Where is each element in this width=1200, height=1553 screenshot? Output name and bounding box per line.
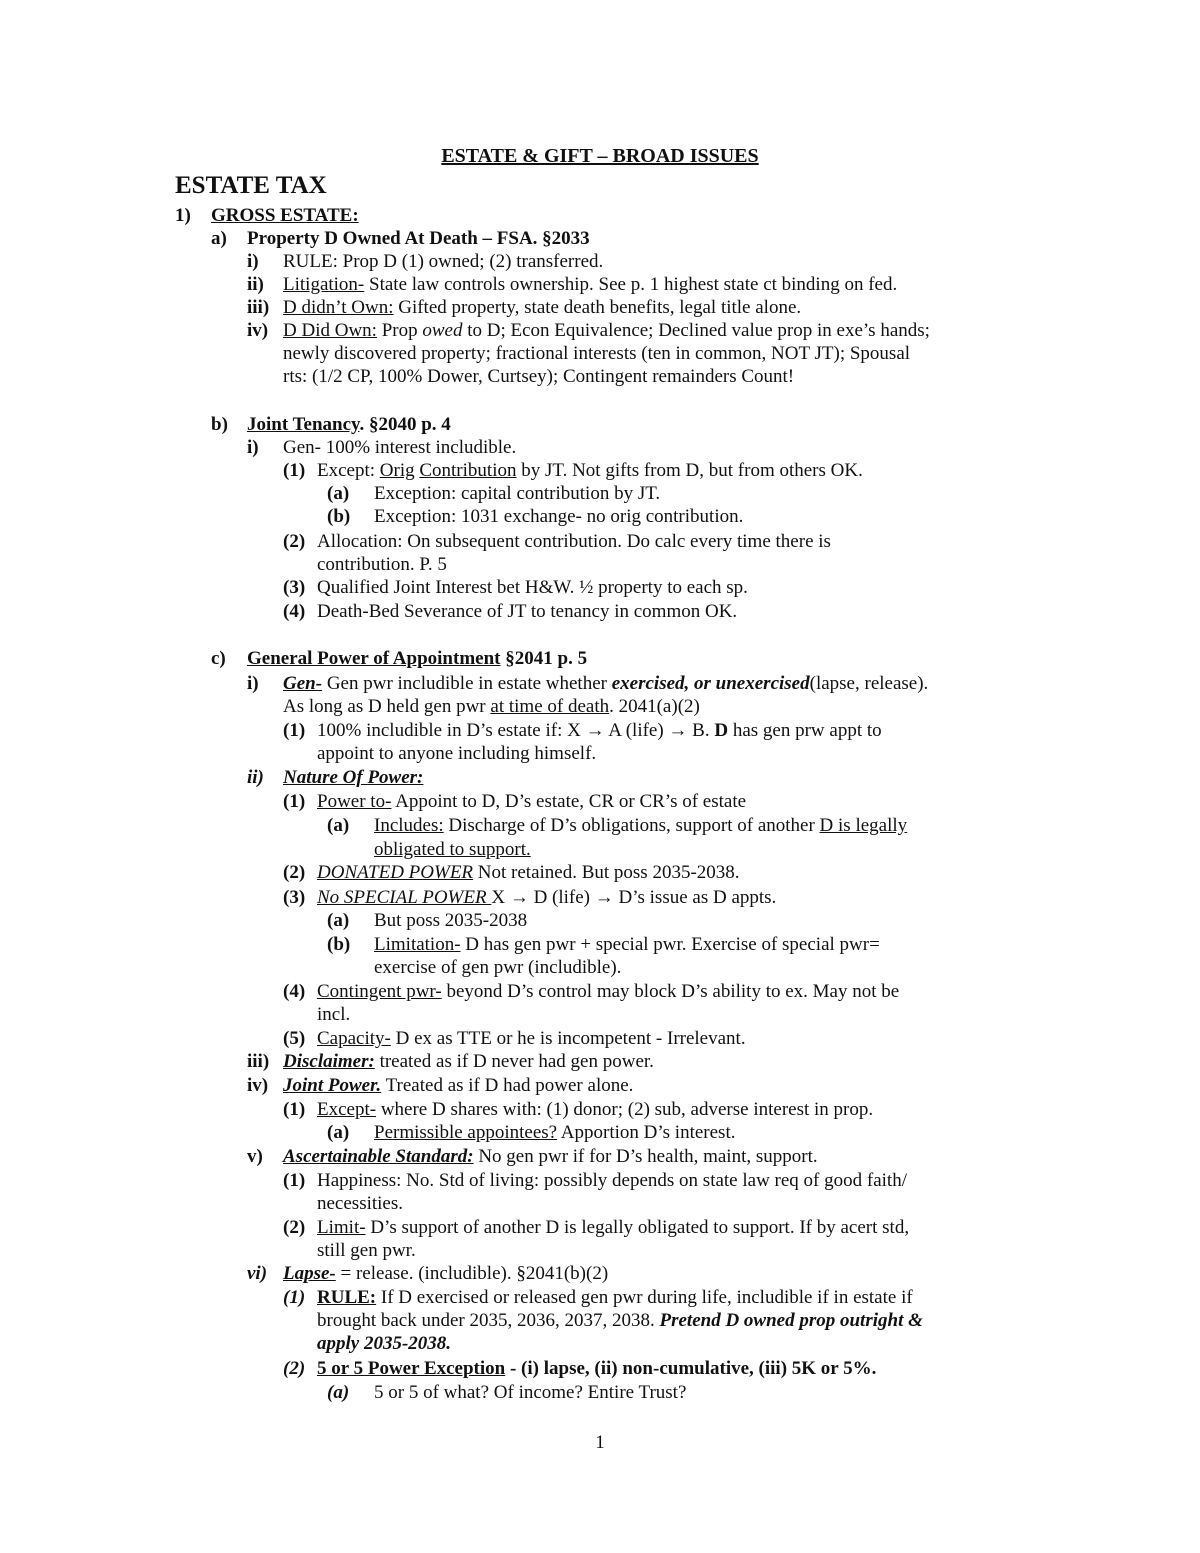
- list-label: (1): [283, 1287, 306, 1308]
- list-item: Exception: 1031 exchange- no orig contribution.: [374, 506, 744, 527]
- list-item-continued: apply 2035-2038.: [317, 1333, 452, 1354]
- list-label: (1): [283, 720, 306, 741]
- list-item: DONATED POWER Not retained. But poss 2035-2038.: [317, 862, 740, 883]
- list-item: Happiness: No. Std of living: possibly depends on state law req of good faith/: [317, 1170, 907, 1191]
- list-label: ii): [247, 767, 264, 788]
- list-label: (1): [283, 1099, 306, 1120]
- list-label: (4): [283, 601, 306, 622]
- list-item: Includes: Discharge of D’s obligations, support of another D is legally: [374, 815, 908, 836]
- list-item: Gen- Gen pwr includible in estate whether exercised, or unexercised(lapse, release).: [283, 673, 929, 694]
- list-label: (a): [327, 910, 350, 931]
- list-item-continued: incl.: [317, 1004, 351, 1025]
- list-item: But poss 2035-2038: [374, 910, 528, 931]
- list-label: (2): [283, 1358, 306, 1379]
- list-label: b): [211, 414, 228, 435]
- list-item: RULE: Prop D (1) owned; (2) transferred.: [283, 251, 604, 272]
- list-label: (a): [327, 483, 350, 504]
- list-label: iii): [247, 297, 270, 318]
- list-label: i): [247, 673, 259, 694]
- list-item-continued: obligated to support.: [374, 839, 531, 860]
- list-item-continued: contribution. P. 5: [317, 554, 447, 575]
- list-item: Joint Power. Treated as if D had power alone.: [283, 1075, 634, 1096]
- list-label: (1): [283, 460, 306, 481]
- list-item-continued: brought back under 2035, 2036, 2037, 2038. Pretend D owned prop outright &: [317, 1310, 923, 1331]
- list-item-continued: exercise of gen pwr (includible).: [374, 957, 622, 978]
- list-item: Ascertainable Standard: No gen pwr if for D’s health, maint, support.: [283, 1146, 818, 1167]
- list-label: iii): [247, 1051, 270, 1072]
- page-title: ESTATE & GIFT – BROAD ISSUES: [441, 145, 759, 167]
- list-item: Allocation: On subsequent contribution. Do calc every time there is: [317, 531, 831, 552]
- list-item-continued: As long as D held gen pwr at time of death. 2041(a)(2): [283, 696, 700, 717]
- list-label: 1): [175, 205, 191, 226]
- list-label: (4): [283, 981, 306, 1002]
- list-item: Litigation- State law controls ownership. See p. 1 highest state ct binding on fed.: [283, 274, 898, 295]
- section-heading: ESTATE TAX: [175, 172, 327, 199]
- list-label: c): [211, 648, 226, 669]
- list-item-continued: necessities.: [317, 1193, 404, 1214]
- list-item: No SPECIAL POWER X → D (life) → D’s issue as D appts.: [317, 887, 777, 908]
- list-label: (b): [327, 934, 351, 955]
- list-label: a): [211, 228, 227, 249]
- page-number: 1: [595, 1432, 605, 1453]
- list-item: D Did Own: Prop owed to D; Econ Equivalence; Declined value prop in exe’s hands;: [283, 320, 930, 341]
- list-item: Permissible appointees? Apportion D’s interest.: [374, 1122, 736, 1143]
- list-label: (1): [283, 791, 306, 812]
- list-label: (2): [283, 531, 306, 552]
- list-item-continued: newly discovered property; fractional interests (ten in common, NOT JT); Spousal: [283, 343, 911, 364]
- subsection-title: Property D Owned At Death – FSA. §2033: [247, 228, 590, 249]
- list-item: 5 or 5 of what? Of income? Entire Trust?: [374, 1382, 687, 1403]
- list-item: Qualified Joint Interest bet H&W. ½ property to each sp.: [317, 577, 748, 598]
- list-item-continued: still gen pwr.: [317, 1240, 416, 1261]
- list-label: (2): [283, 1217, 306, 1238]
- list-label: v): [247, 1146, 263, 1167]
- list-label: iv): [247, 1075, 269, 1096]
- list-label: (1): [283, 1170, 306, 1191]
- list-item: 5 or 5 Power Exception - (i) lapse, (ii) non-cumulative, (iii) 5K or 5%.: [317, 1358, 877, 1379]
- list-item: D didn’t Own: Gifted property, state death benefits, legal title alone.: [283, 297, 802, 318]
- list-label: (2): [283, 862, 306, 883]
- list-item: Disclaimer: treated as if D never had gen power.: [283, 1051, 654, 1072]
- list-item: 100% includible in D’s estate if: X → A (life) → B. D has gen prw appt to: [317, 720, 882, 741]
- list-item: Except: Orig Contribution by JT. Not gifts from D, but from others OK.: [317, 460, 863, 481]
- list-label: (3): [283, 887, 306, 908]
- list-label: (a): [327, 815, 350, 836]
- list-item: Except- where D shares with: (1) donor; (2) sub, adverse interest in prop.: [317, 1099, 874, 1120]
- list-label: (b): [327, 506, 351, 527]
- gross-estate-heading: GROSS ESTATE:: [211, 205, 359, 226]
- list-label: (3): [283, 577, 306, 598]
- list-item: Exception: capital contribution by JT.: [374, 483, 661, 504]
- list-label: ii): [247, 274, 264, 295]
- list-item: Gen- 100% interest includible.: [283, 437, 517, 458]
- subsection-title: Joint Tenancy. §2040 p. 4: [247, 414, 451, 435]
- list-item-continued: rts: (1/2 CP, 100% Dower, Curtsey); Contingent remainders Count!: [283, 366, 795, 387]
- list-label: (a): [327, 1122, 350, 1143]
- list-item: Lapse- = release. (includible). §2041(b)(2): [283, 1263, 609, 1284]
- list-item: Limit- D’s support of another D is legally obligated to support. If by acert std,: [317, 1217, 910, 1238]
- list-item: RULE: If D exercised or released gen pwr during life, includible if in estate if: [317, 1287, 913, 1308]
- list-label: i): [247, 251, 259, 272]
- list-label: (a): [327, 1382, 350, 1403]
- list-label: vi): [247, 1263, 268, 1284]
- list-item: Contingent pwr- beyond D’s control may block D’s ability to ex. May not be: [317, 981, 900, 1002]
- list-label: i): [247, 437, 259, 458]
- list-item: Death-Bed Severance of JT to tenancy in common OK.: [317, 601, 738, 622]
- list-label: iv): [247, 320, 269, 341]
- list-item-continued: appoint to anyone including himself.: [317, 743, 597, 764]
- list-item: Limitation- D has gen pwr + special pwr. Exercise of special pwr=: [374, 934, 880, 955]
- list-item: Nature Of Power:: [283, 767, 424, 788]
- subsection-title: General Power of Appointment §2041 p. 5: [247, 648, 588, 669]
- list-label: (5): [283, 1028, 306, 1049]
- list-item: Power to- Appoint to D, D’s estate, CR or CR’s of estate: [317, 791, 747, 812]
- list-item: Capacity- D ex as TTE or he is incompetent - Irrelevant.: [317, 1028, 746, 1049]
